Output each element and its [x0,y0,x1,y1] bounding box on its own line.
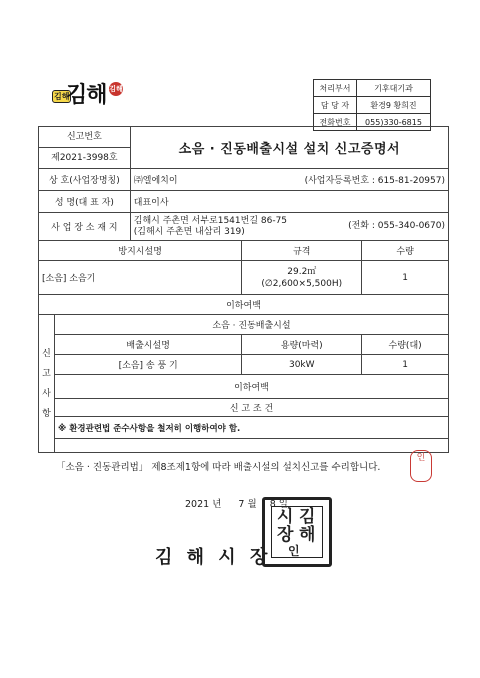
business-number: (사업자등록번호 : 615-81-20957) [304,176,445,186]
logo-badge: 김해 [109,82,123,96]
date-year: 2021 년 [185,499,222,510]
representative-label: 성 명(대 표 자) [39,191,131,213]
issuer-name: 김 해 시 장 [155,547,272,568]
prevention-facility-name: [소음] 소음기 [39,261,242,295]
logo-small-mark: 김해 [54,92,70,101]
approval-value: 환경9 황희진 [357,97,431,114]
company-label: 상 호(사업장명칭) [39,169,131,191]
prevention-header-qty: 수량 [362,241,449,261]
seal-char: 시 [277,507,294,527]
emission-qty: 1 [362,355,449,375]
approval-value: 055)330-6815 [357,114,431,131]
seal-char: 해 [299,525,316,545]
side-char: 사 [42,388,51,399]
acceptance-statement: 「소음 · 진동관리법」 제8조제1항에 따라 배출시설의 설치신고를 수리합니다. [56,462,381,473]
address-label: 사 업 장 소 재 지 [39,213,131,241]
conditions-blank-row [54,439,448,453]
approval-box [313,79,431,131]
address-line-2: (김해시 주촌면 내삼리 319) [133,226,245,237]
seal-char: 장 [277,525,294,545]
report-number-cell [39,127,131,169]
emission-capacity: 30kW [242,355,362,375]
report-number-label: 신고번호 [39,127,130,148]
prevention-spec-area: 29.2㎡ [287,266,317,277]
emission-section-header: 소음 · 진동배출시설 [54,315,448,335]
report-number-value: 제2021-3998호 [51,153,118,163]
emission-header-capacity: 용량(마력) [242,335,362,355]
side-char: 항 [42,408,51,419]
stamp-small-text: 인 [416,453,426,463]
prevention-spec-cell [242,261,362,295]
approval-key: 담 당 자 [314,97,357,114]
city-logo [52,82,124,112]
official-seal [262,497,332,567]
prevention-qty: 1 [362,261,449,295]
logo-wordmark: 김해 [66,83,107,108]
emission-facility-name: [소음] 송 풍 기 [54,355,241,375]
conditions-header: 신 고 조 건 [54,399,448,417]
prevention-header-spec: 규격 [242,241,362,261]
emission-header-qty: 수량(대) [362,335,449,355]
approval-row [314,97,431,114]
prevention-header-name: 방지시설명 [39,241,242,261]
phone-number: (전화 : 055-340-0670) [348,220,445,231]
company-cell [130,169,448,191]
date-day: 8 일 [269,499,288,510]
approval-value: 기후대기과 [357,80,431,97]
emission-header-name: 배출시설명 [54,335,241,355]
prevention-end-marker: 이하여백 [39,295,449,315]
certificate-table [38,126,449,453]
date-month: 7 월 [238,499,257,510]
side-char: 신 [42,348,51,359]
prevention-spec-size: (∅2,600×5,500H) [261,278,343,289]
company-name: ㈜엘에치이 [133,176,178,186]
representative-value: 대표이사 [130,191,448,213]
side-char: 고 [42,368,51,379]
address-cell [130,213,448,241]
seal-char: 김 [299,507,316,527]
conditions-note: ※ 환경관련법 준수사항을 철저히 이행하여야 함. [54,417,448,439]
approval-key: 처리부서 [314,80,357,97]
address-line-1: 김해시 주촌면 서부로1541번길 86-75 [133,215,288,226]
seal-char: 인 [288,544,300,558]
approval-key: 전화번호 [314,114,357,131]
official-stamp-small [410,450,432,482]
document-title: 소음 · 진동배출시설 설치 신고증명서 [130,127,448,169]
approval-row [314,80,431,97]
emission-end-marker: 이하여백 [54,375,448,399]
report-items-side-label [39,315,55,453]
